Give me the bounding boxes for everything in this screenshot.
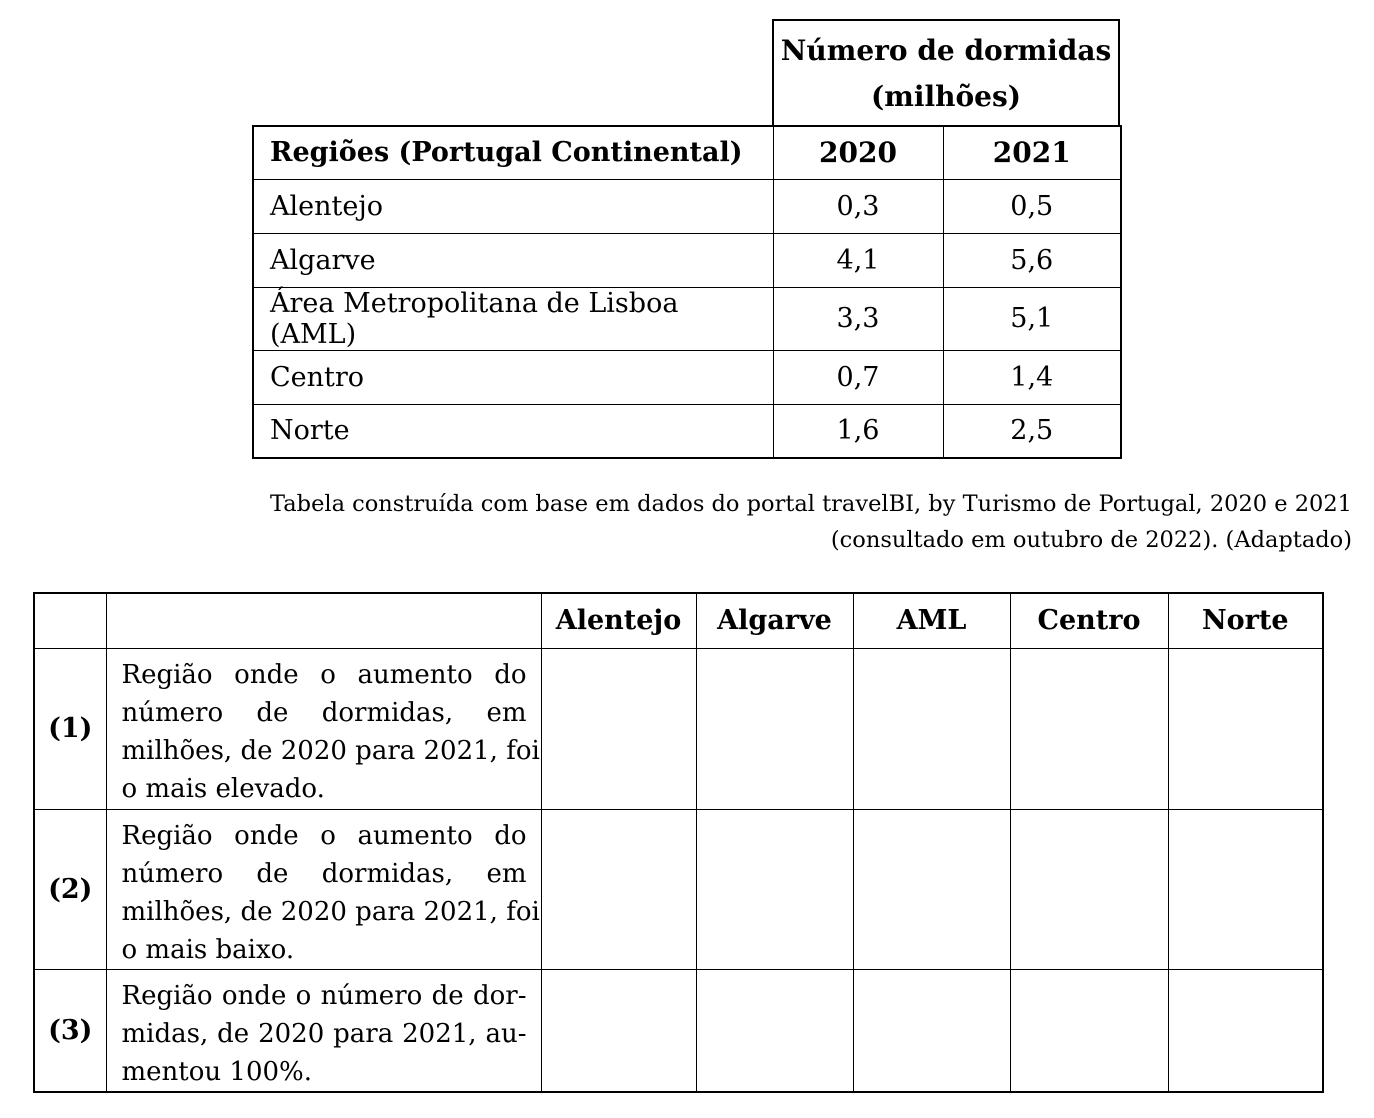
region-name: Alentejo	[253, 179, 773, 233]
question-line: Região onde o aumento do	[121, 820, 527, 851]
question-2-label: (2)	[34, 809, 106, 969]
answer-cell-q1-centro	[1010, 648, 1168, 809]
value-2021: 1,4	[943, 350, 1121, 404]
year-2020-column-header: 2020	[773, 126, 943, 179]
question-3-text	[106, 969, 541, 1092]
region-name: Norte	[253, 404, 773, 458]
table-row-centro	[253, 350, 1121, 404]
table-row-algarve	[253, 233, 1121, 287]
question-line: o mais baixo.	[121, 934, 295, 965]
question-1-label: (1)	[34, 648, 106, 809]
dormidas-table-title-cell	[772, 19, 1120, 126]
value-2020: 3,3	[773, 287, 943, 350]
table-row-norte	[253, 404, 1121, 458]
question-line: Região onde o aumento do	[121, 660, 527, 690]
question-row-1	[34, 648, 1323, 809]
value-2021: 0,5	[943, 179, 1121, 233]
answer-cell-q2-norte	[1168, 809, 1323, 969]
table-source-caption	[60, 486, 1352, 558]
dormidas-header-row	[253, 126, 1121, 179]
question-line: milhões, de 2020 para 2021, foi	[121, 736, 540, 766]
value-2021: 5,6	[943, 233, 1121, 287]
answer-cell-q2-alentejo	[541, 809, 696, 969]
column-header-alentejo: Alentejo	[541, 593, 696, 648]
question-line: número de dormidas, em	[121, 698, 527, 728]
value-2020: 1,6	[773, 404, 943, 458]
question-line: milhões, de 2020 para 2021, foi	[121, 896, 540, 927]
question-line: midas, de 2020 para 2021, au-	[121, 1018, 527, 1049]
question-row-2	[34, 809, 1323, 969]
answer-cell-q2-aml	[853, 809, 1010, 969]
regions-column-header: Regiões (Portugal Continental)	[253, 126, 773, 179]
column-header-algarve: Algarve	[696, 593, 853, 648]
value-2021: 5,1	[943, 287, 1121, 350]
question-2-text	[106, 809, 541, 969]
answer-cell-q3-norte	[1168, 969, 1323, 1092]
answer-grid-table	[33, 592, 1324, 1093]
region-name: Algarve	[253, 233, 773, 287]
dormidas-table-title-line2: (milhões)	[870, 80, 1021, 113]
answer-cell-q3-alentejo	[541, 969, 696, 1092]
value-2020: 4,1	[773, 233, 943, 287]
empty-corner-cell	[34, 593, 106, 648]
table-row-aml	[253, 287, 1121, 350]
column-header-centro: Centro	[1010, 593, 1168, 648]
empty-question-header-cell	[106, 593, 541, 648]
region-name: Centro	[253, 350, 773, 404]
answer-cell-q3-algarve	[696, 969, 853, 1092]
answer-cell-q1-aml	[853, 648, 1010, 809]
region-name: Área Metropolitana de Lisboa (AML)	[253, 287, 773, 350]
year-2021-column-header: 2021	[943, 126, 1121, 179]
value-2020: 0,3	[773, 179, 943, 233]
value-2020: 0,7	[773, 350, 943, 404]
answer-cell-q2-algarve	[696, 809, 853, 969]
value-2021: 2,5	[943, 404, 1121, 458]
question-1-text	[106, 648, 541, 809]
column-header-norte: Norte	[1168, 593, 1323, 648]
answer-cell-q3-centro	[1010, 969, 1168, 1092]
answer-grid-header-row	[34, 593, 1323, 648]
question-line: o mais elevado.	[121, 774, 325, 804]
question-line: mentou 100%.	[121, 1056, 312, 1087]
question-line: número de dormidas, em	[121, 858, 527, 889]
answer-cell-q3-aml	[853, 969, 1010, 1092]
caption-line2: (consultado em outubro de 2022). (Adaptado)	[830, 527, 1352, 553]
table-row-alentejo	[253, 179, 1121, 233]
dormidas-table-title-line1: Número de dormidas	[780, 34, 1112, 67]
answer-cell-q1-alentejo	[541, 648, 696, 809]
question-3-label: (3)	[34, 969, 106, 1092]
question-row-3	[34, 969, 1323, 1092]
caption-line1: Tabela construída com base em dados do portal travelBI, by Turismo de Portugal, 2020 e 2021	[270, 491, 1352, 517]
question-line: Região onde o número de dor-	[121, 980, 527, 1011]
answer-cell-q2-centro	[1010, 809, 1168, 969]
answer-cell-q1-norte	[1168, 648, 1323, 809]
answer-cell-q1-algarve	[696, 648, 853, 809]
column-header-aml: AML	[853, 593, 1010, 648]
